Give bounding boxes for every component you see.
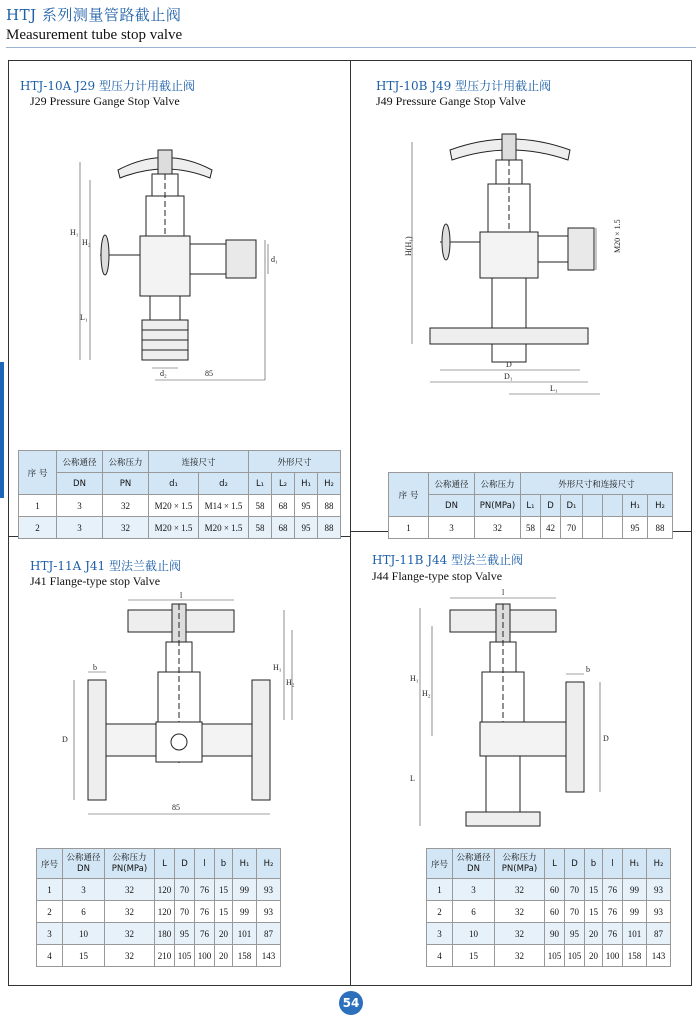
table-cell: 76 [195, 923, 215, 945]
table-cell: 58 [249, 495, 272, 517]
table-cell: 76 [195, 879, 215, 901]
dim-h1-label: H₁ [70, 228, 79, 237]
dim-h-label: H(H₁) [404, 236, 413, 256]
table-row [37, 945, 281, 967]
table-cell: 68 [272, 495, 295, 517]
table-cell [603, 517, 623, 539]
table-cell: 70 [561, 517, 583, 539]
dim-85-label: 85 [205, 369, 213, 378]
table-header-cell: d₁ [149, 473, 199, 495]
table-header-cell: l [603, 849, 623, 879]
panel-b-title-en: J49 Pressure Gange Stop Valve [376, 94, 526, 108]
table-cell: 1 [427, 879, 453, 901]
panel-a-title-en: J29 Pressure Gange Stop Valve [30, 94, 180, 108]
table-cell: 3 [453, 879, 495, 901]
side-accent-bar [0, 362, 4, 498]
panel-c-title-en: J41 Flange-type stop Valve [30, 574, 161, 588]
table-header-cell: H₁ [623, 849, 647, 879]
table-row [37, 923, 281, 945]
header-rule [6, 47, 696, 48]
table-cell: 76 [603, 901, 623, 923]
table-cell: 76 [603, 879, 623, 901]
table-cell: 32 [495, 923, 545, 945]
table-header-cell: L₁ [249, 473, 272, 495]
table-header-cell: b [215, 849, 233, 879]
table-cell: 88 [318, 495, 341, 517]
table-cell: 15 [215, 879, 233, 901]
table-cell: M20 × 1.5 [149, 495, 199, 517]
table-cell: 32 [105, 923, 155, 945]
table-header-cell: 公称通径 [429, 473, 475, 495]
panel-d-title-en: J44 Flange-type stop Valve [372, 569, 503, 583]
table-header-cell: d₂ [199, 473, 249, 495]
table-header-cell: L [545, 849, 565, 879]
table-header-cell: 公称通径 DN [63, 849, 105, 879]
table-header-cell [603, 495, 623, 517]
table-header-cell: 公称通径 DN [453, 849, 495, 879]
table-header-cell: D [565, 849, 585, 879]
table-cell: 60 [545, 901, 565, 923]
table-header-cell [583, 495, 603, 517]
dim-d-label: D [62, 735, 68, 744]
table-header-cell: 序号 [427, 849, 453, 879]
dim-l1-label: L₁ [80, 313, 88, 322]
table-cell: 100 [195, 945, 215, 967]
table-header-cell: l [195, 849, 215, 879]
table-cell: 10 [453, 923, 495, 945]
table-cell: 210 [155, 945, 175, 967]
table-cell: 2 [427, 901, 453, 923]
table-cell: 105 [175, 945, 195, 967]
table-cell: 143 [257, 945, 281, 967]
table-cell [583, 517, 603, 539]
panel-c-table [36, 848, 281, 967]
table-cell: 2 [37, 901, 63, 923]
table-cell: 20 [585, 923, 603, 945]
table-cell: 93 [257, 879, 281, 901]
table-cell: 105 [565, 945, 585, 967]
table-cell: 1 [389, 517, 429, 539]
dim-h2-label: H₂ [422, 689, 431, 698]
dim-d-label: D [506, 360, 512, 369]
table-row [37, 901, 281, 923]
table-header-cell: L₂ [272, 473, 295, 495]
table-cell: 99 [233, 879, 257, 901]
dim-h2-label: H₂ [82, 238, 91, 247]
table-header-cell: H₂ [257, 849, 281, 879]
panel-d-drawing [410, 586, 640, 836]
table-cell: 101 [623, 923, 647, 945]
table-cell: 93 [257, 901, 281, 923]
table-cell: 70 [565, 901, 585, 923]
table-row [427, 923, 671, 945]
table-header-cell: H₂ [318, 473, 341, 495]
table-cell: 4 [427, 945, 453, 967]
table-header-cell: PN(MPa) [475, 495, 521, 517]
table-header-cell: b [585, 849, 603, 879]
table-cell: 32 [105, 901, 155, 923]
table-cell: 3 [429, 517, 475, 539]
table-cell: 58 [249, 517, 272, 539]
table-cell: 3 [57, 517, 103, 539]
dim-d2-label: d₂ [160, 369, 167, 378]
table-cell: 95 [295, 517, 318, 539]
table-header-cell: DN [429, 495, 475, 517]
table-cell: 15 [585, 901, 603, 923]
dim-d-label: D [603, 734, 609, 743]
panel-divider-vertical [350, 60, 351, 986]
table-cell: 87 [647, 923, 671, 945]
dim-d1-label: d₁ [271, 255, 278, 264]
table-cell: 70 [175, 901, 195, 923]
dim-d1-label: D₁ [504, 372, 513, 381]
dim-l-label: l [502, 588, 505, 597]
table-header-cell: H₂ [647, 849, 671, 879]
table-cell: 99 [233, 901, 257, 923]
page-number-badge: 54 [339, 991, 363, 1015]
table-header-cell: H₁ [623, 495, 648, 517]
table-cell: 15 [453, 945, 495, 967]
table-header-cell: 公称通径 [57, 451, 103, 473]
dim-h1-label: H₁ [410, 674, 419, 683]
table-header-cell: 公称压力 PN(MPa) [105, 849, 155, 879]
table-cell: 180 [155, 923, 175, 945]
table-cell: 20 [585, 945, 603, 967]
table-cell: 20 [215, 923, 233, 945]
table-header-cell: 连接尺寸 [149, 451, 249, 473]
table-cell: 100 [603, 945, 623, 967]
table-header-cell: 序号 [37, 849, 63, 879]
table-cell: 32 [495, 901, 545, 923]
table-cell: 87 [257, 923, 281, 945]
panel-a-table [18, 450, 341, 539]
table-cell: 6 [63, 901, 105, 923]
dim-b-label: b [586, 665, 590, 674]
table-cell: 93 [647, 901, 671, 923]
table-cell: 3 [63, 879, 105, 901]
table-header-cell: 序 号 [19, 451, 57, 495]
table-cell: 120 [155, 879, 175, 901]
dim-l-vertical-label: L [410, 774, 415, 783]
table-cell: 32 [103, 495, 149, 517]
table-cell: 158 [623, 945, 647, 967]
table-cell: 99 [623, 901, 647, 923]
table-cell: 95 [623, 517, 648, 539]
table-cell: 95 [175, 923, 195, 945]
table-cell: 3 [427, 923, 453, 945]
table-header-cell: D [541, 495, 561, 517]
table-header-cell: 序 号 [389, 473, 429, 517]
table-header-cell: D [175, 849, 195, 879]
table-row [389, 517, 673, 539]
table-header-cell: H₂ [648, 495, 673, 517]
table-cell: M20 × 1.5 [199, 517, 249, 539]
table-header-cell: PN [103, 473, 149, 495]
table-row [19, 495, 341, 517]
table-cell: 90 [545, 923, 565, 945]
page-title-en: Measurement tube stop valve [6, 27, 183, 43]
dim-85-label: 85 [172, 803, 180, 812]
table-header-cell: 外形尺寸 [249, 451, 341, 473]
dim-b-label: b [93, 663, 97, 672]
table-cell: 32 [495, 945, 545, 967]
table-header-cell: D₁ [561, 495, 583, 517]
table-cell: 68 [272, 517, 295, 539]
table-row [427, 879, 671, 901]
table-cell: 20 [215, 945, 233, 967]
table-cell: 32 [495, 879, 545, 901]
table-header-cell: 公称压力 PN(MPa) [495, 849, 545, 879]
table-cell: 32 [105, 945, 155, 967]
table-cell: 6 [453, 901, 495, 923]
table-header-cell: 公称压力 [475, 473, 521, 495]
table-cell: 60 [545, 879, 565, 901]
table-cell: 2 [19, 517, 57, 539]
table-header-cell: H₁ [233, 849, 257, 879]
dim-h1-label: H₁ [273, 663, 282, 672]
table-cell: 1 [19, 495, 57, 517]
panel-a-title-cn: HTJ-10A J29 型压力计用截止阀 [20, 79, 195, 93]
table-cell: 99 [623, 879, 647, 901]
table-cell: 32 [475, 517, 521, 539]
table-cell: 143 [647, 945, 671, 967]
table-cell: 101 [233, 923, 257, 945]
table-row [427, 945, 671, 967]
table-cell: 42 [541, 517, 561, 539]
panel-c-title-cn: HTJ-11A J41 型法兰截止阀 [30, 559, 181, 573]
table-row [37, 879, 281, 901]
panel-b-title-cn: HTJ-10B J49 型压力计用截止阀 [376, 79, 552, 93]
panel-d-table [426, 848, 671, 967]
dim-l-label: l [180, 591, 183, 600]
table-header-cell: H₁ [295, 473, 318, 495]
panel-b-drawing [400, 130, 620, 410]
table-cell: 58 [521, 517, 541, 539]
dim-h2-label: H₂ [286, 678, 295, 687]
table-cell: 95 [565, 923, 585, 945]
table-cell: 88 [318, 517, 341, 539]
table-cell: 70 [565, 879, 585, 901]
table-cell: 32 [105, 879, 155, 901]
table-cell: 120 [155, 901, 175, 923]
table-cell: 70 [175, 879, 195, 901]
table-row [19, 517, 341, 539]
table-cell: 158 [233, 945, 257, 967]
table-header-cell: L₁ [521, 495, 541, 517]
table-cell: 88 [648, 517, 673, 539]
panel-a-drawing [60, 140, 290, 400]
table-cell: 3 [37, 923, 63, 945]
table-header-cell: 公称压力 [103, 451, 149, 473]
table-cell: M20 × 1.5 [149, 517, 199, 539]
table-cell: 32 [103, 517, 149, 539]
table-cell: M14 × 1.5 [199, 495, 249, 517]
table-header-cell: DN [57, 473, 103, 495]
table-cell: 76 [603, 923, 623, 945]
dim-m20-label: M20 × 1.5 [613, 219, 622, 253]
table-cell: 10 [63, 923, 105, 945]
page-title-cn: HTJ 系列测量管路截止阀 [6, 6, 182, 24]
table-header-cell: 外形尺寸和连接尺寸 [521, 473, 673, 495]
table-cell: 95 [295, 495, 318, 517]
table-cell: 93 [647, 879, 671, 901]
table-cell: 4 [37, 945, 63, 967]
table-cell: 15 [215, 901, 233, 923]
table-cell: 15 [63, 945, 105, 967]
panel-d-title-cn: HTJ-11B J44 型法兰截止阀 [372, 553, 524, 567]
table-row [427, 901, 671, 923]
panel-b-table [388, 472, 673, 539]
table-cell: 1 [37, 879, 63, 901]
table-cell: 76 [195, 901, 215, 923]
panel-c-drawing [60, 590, 300, 830]
table-cell: 3 [57, 495, 103, 517]
table-cell: 105 [545, 945, 565, 967]
table-header-cell: L [155, 849, 175, 879]
dim-l1-label: L₁ [550, 384, 558, 393]
table-cell: 15 [585, 879, 603, 901]
